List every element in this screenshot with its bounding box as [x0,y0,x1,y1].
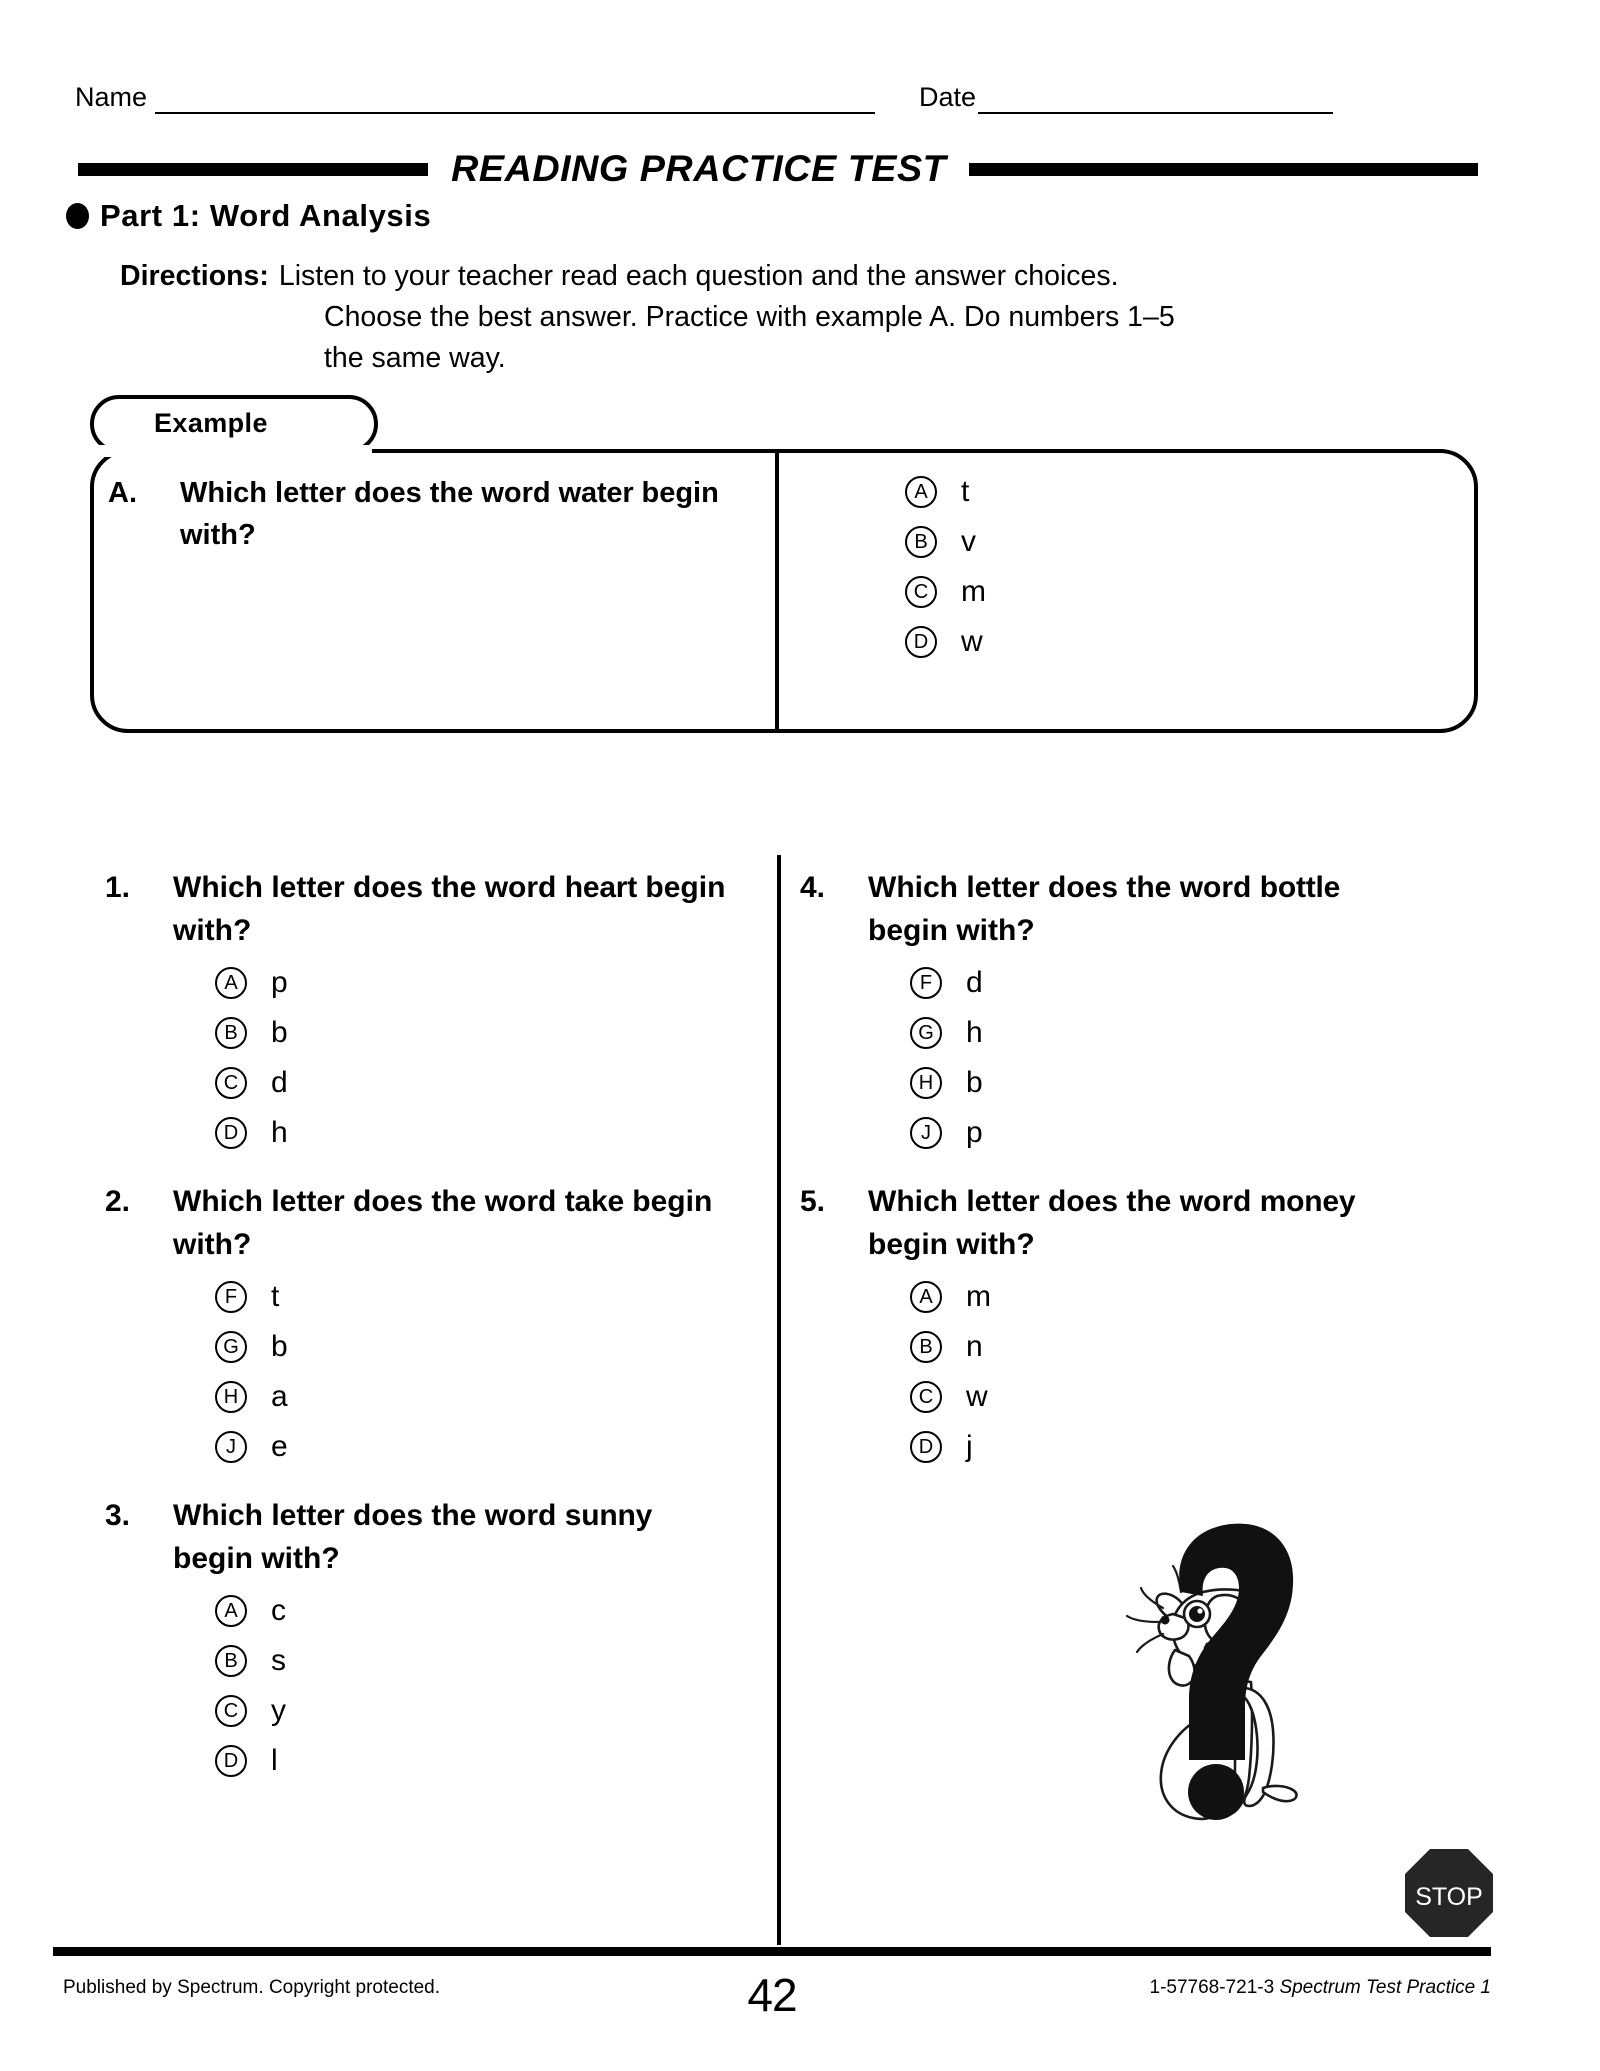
answer-bubble-c[interactable]: C [905,576,937,608]
answer-bubble-h[interactable]: H [910,1067,942,1099]
answer-option-text: t [961,475,970,508]
question-block [105,1494,745,1786]
answer-option-text: s [271,1644,286,1677]
example-question-post: begin with? [180,477,719,551]
answer-option[interactable] [215,1058,745,1108]
answer-bubble-g[interactable]: G [215,1331,247,1363]
answer-option[interactable] [215,958,745,1008]
answer-option[interactable] [905,567,986,617]
question-text-pre: Which letter does the word [173,1499,565,1532]
answer-option-text: v [961,525,976,558]
answer-bubble-b[interactable]: B [910,1331,942,1363]
answer-bubble-a[interactable]: A [215,967,247,999]
bullet-icon [66,203,89,229]
question-target-word: take [564,1185,624,1218]
answer-options [215,1272,745,1472]
answer-option-text: m [961,575,986,608]
question-column-right [800,866,1440,1494]
date-write-line[interactable] [978,88,1333,114]
question-text [173,866,733,952]
footer-rule [53,1947,1491,1956]
question-text-pre: Which letter does the word [868,871,1260,904]
question-number: 5. [800,1185,826,1218]
stop-sign-label: STOP [1415,1883,1483,1911]
question-block [105,1180,745,1472]
answer-option[interactable] [910,1108,1440,1158]
question-number: 3. [105,1499,131,1532]
example-question-word: water [558,477,634,509]
question-number: 1. [105,871,131,904]
answer-option-text: t [271,1280,280,1313]
answer-options [910,958,1440,1158]
answer-option[interactable] [215,1108,745,1158]
answer-option[interactable] [215,1272,745,1322]
question-number: 2. [105,1185,131,1218]
name-write-line[interactable] [155,88,875,114]
answer-option[interactable] [215,1422,745,1472]
name-date-row [75,82,1480,114]
banner-rule-left [78,163,428,176]
question-target-word: sunny [564,1499,653,1532]
question-block [800,866,1440,1158]
example-question-text [180,472,748,556]
example-question-number: A. [108,477,137,509]
answer-bubble-c[interactable]: C [215,1695,247,1727]
question-text-pre: Which letter does the word [173,871,565,904]
part-heading-label: Part 1: Word Analysis [100,198,432,233]
answer-bubble-f[interactable]: F [910,967,942,999]
answer-options [910,1272,1440,1472]
answer-option-text: l [271,1744,278,1777]
name-label: Name [75,82,148,112]
question-text-post: begin with? [868,914,1035,947]
example-question [108,472,748,556]
question-text-post: begin with? [173,871,726,947]
question-number: 4. [800,871,826,904]
answer-option[interactable] [905,467,986,517]
page-number: 42 [747,1969,797,2021]
answer-bubble-g[interactable]: G [910,1017,942,1049]
stop-sign-icon [1404,1848,1494,1938]
answer-option[interactable] [910,1322,1440,1372]
answer-bubble-a[interactable]: A [215,1595,247,1627]
answer-bubble-j[interactable]: J [215,1431,247,1463]
question-target-word: money [1259,1185,1356,1218]
question-text [173,1180,733,1266]
answer-option[interactable] [910,1372,1440,1422]
answer-bubble-f[interactable]: F [215,1281,247,1313]
question-text-pre: Which letter does the word [173,1185,565,1218]
answer-option[interactable] [215,1372,745,1422]
answer-option-text: p [271,966,288,999]
answer-option-text: w [966,1380,988,1413]
answer-option[interactable] [215,1686,745,1736]
mouse-question-mark-icon [1085,1492,1415,1822]
column-divider [777,855,781,1945]
answer-bubble-j[interactable]: J [910,1117,942,1149]
example-box-divider [775,449,779,733]
answer-options [215,958,745,1158]
example-tab-label: Example [154,408,268,438]
answer-bubble-d[interactable]: D [905,626,937,658]
answer-option-text: a [271,1380,288,1413]
answer-option-text: p [966,1116,983,1149]
answer-option[interactable] [910,1422,1440,1472]
answer-option-text: b [966,1066,983,1099]
directions-label: Directions: [120,260,269,292]
answer-bubble-b[interactable]: B [905,526,937,558]
directions-line-1: Listen to your teacher read each question and the answer choices. [278,260,1119,292]
answer-option[interactable] [215,1586,745,1636]
question-text-post: begin with? [173,1542,340,1575]
answer-option[interactable] [215,1736,745,1786]
answer-option-text: y [271,1694,286,1727]
answer-option[interactable] [910,958,1440,1008]
answer-option-text: w [961,625,983,658]
question-column-left [105,866,745,1808]
banner-rule-right [969,163,1478,176]
answer-bubble-d[interactable]: D [910,1431,942,1463]
answer-option-text: c [271,1594,286,1627]
answer-bubble-a[interactable]: A [905,476,937,508]
answer-bubble-c[interactable]: C [215,1067,247,1099]
answer-option-text: d [966,966,983,999]
answer-bubble-h[interactable]: H [215,1381,247,1413]
question-text [173,1494,733,1580]
answer-option-text: h [271,1116,288,1149]
question-text-pre: Which letter does the word [868,1185,1260,1218]
answer-option[interactable] [910,1008,1440,1058]
question-text [868,866,1428,952]
question-target-word: bottle [1259,871,1341,904]
example-tab-seam-mask [96,445,372,457]
answer-option-text: e [271,1430,288,1463]
date-label: Date [919,82,977,112]
answer-option[interactable] [910,1058,1440,1108]
answer-option[interactable] [905,617,986,667]
footer-product-line [1150,1977,1492,1999]
page-title: READING PRACTICE TEST [451,148,947,189]
directions-block [120,256,1420,379]
answer-option-text: m [966,1280,991,1313]
footer [53,1968,1491,2021]
answer-bubble-b[interactable]: B [215,1017,247,1049]
answer-option[interactable] [910,1272,1440,1322]
question-target-word: heart [564,871,638,904]
question-block [800,1180,1440,1472]
question-text-post: begin with? [868,1228,1035,1261]
footer-publisher: Published by Spectrum. Copyright protected. [63,1977,441,1998]
answer-option-text: d [271,1066,288,1099]
answer-option-text: b [271,1016,288,1049]
answer-options [215,1586,745,1786]
question-text [868,1180,1428,1266]
answer-bubble-d[interactable]: D [215,1117,247,1149]
directions-line-2: Choose the best answer. Practice with example A. Do numbers 1–5 [324,301,1175,333]
answer-bubble-d[interactable]: D [215,1745,247,1777]
answer-option-text: j [966,1430,973,1463]
answer-bubble-b[interactable]: B [215,1645,247,1677]
answer-option-text: b [271,1330,288,1363]
answer-option[interactable] [905,517,986,567]
title-banner [78,148,1478,190]
question-block [105,866,745,1158]
part-heading [66,198,431,234]
directions-line-3: the same way. [324,342,506,374]
example-options [905,467,986,667]
question-text-post: begin with? [173,1185,713,1261]
answer-bubble-c[interactable]: C [910,1381,942,1413]
footer-product: Spectrum Test Practice 1 [1279,1977,1491,1998]
answer-option-text: h [966,1016,983,1049]
answer-option-text: n [966,1330,983,1363]
footer-isbn: 1-57768-721-3 [1149,1977,1280,1998]
answer-option[interactable] [215,1008,745,1058]
answer-option[interactable] [215,1322,745,1372]
answer-option[interactable] [215,1636,745,1686]
answer-bubble-a[interactable]: A [910,1281,942,1313]
example-question-pre: Which letter does the word [180,477,559,509]
